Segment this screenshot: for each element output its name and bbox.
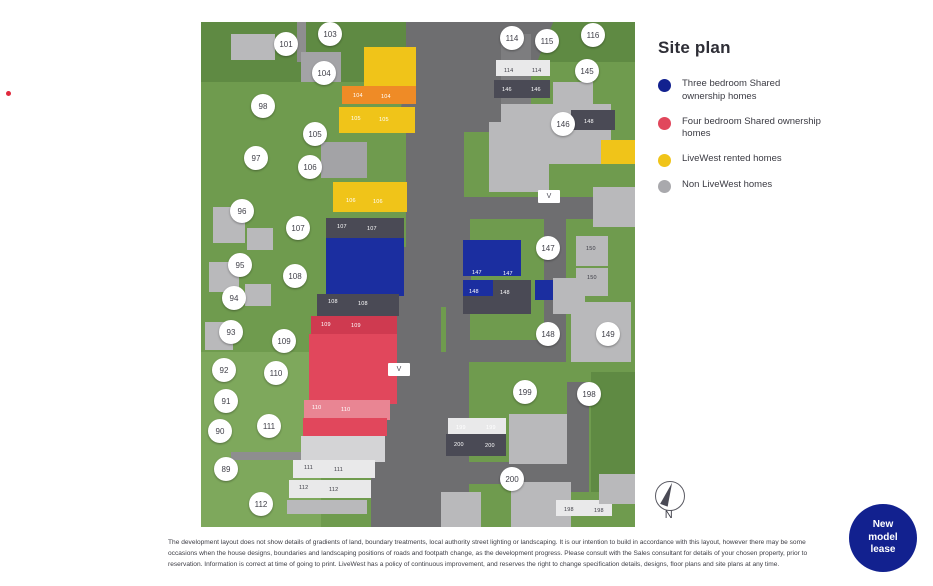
plot-marker[interactable]: 94 (222, 286, 246, 310)
plot-number-label: 148 (584, 119, 594, 125)
plot-number-label: 112 (329, 487, 339, 493)
plot-marker[interactable]: 97 (244, 146, 268, 170)
plot-marker[interactable]: 106 (298, 155, 322, 179)
plot-number-label: 114 (504, 68, 514, 74)
legend-item (658, 153, 858, 167)
plot-number-label: 109 (321, 322, 331, 328)
plot-marker[interactable]: 147 (536, 236, 560, 260)
plot-number-label: 146 (502, 87, 512, 93)
plot-number-label: 109 (351, 323, 361, 329)
plot-marker[interactable]: 89 (214, 457, 238, 481)
page-marker-dot (6, 91, 11, 96)
plot-marker[interactable]: 91 (214, 389, 238, 413)
plot-number-label: 147 (472, 270, 482, 276)
plot-number-label: 112 (299, 485, 309, 491)
legend-item (658, 116, 858, 142)
plot-marker[interactable]: 145 (575, 59, 599, 83)
legend-item-label: Non LiveWest homes (682, 179, 773, 191)
plot-number-label: 108 (328, 299, 338, 305)
plot-number-label: 107 (337, 224, 347, 230)
legend-item-label: LiveWest rented homes (682, 153, 782, 165)
plot-number-label: 198 (564, 507, 574, 513)
plot-number-label: 114 (532, 68, 542, 74)
new-model-lease-badge (849, 504, 917, 572)
plot-number-label: 104 (353, 93, 363, 99)
plot-marker[interactable]: 116 (581, 23, 605, 47)
plot-marker[interactable]: 107 (286, 216, 310, 240)
plot-number-label: 148 (469, 289, 479, 295)
plot-marker[interactable]: 149 (596, 322, 620, 346)
plot-number-label: 106 (373, 199, 383, 205)
legend-item (658, 78, 858, 104)
plot-marker[interactable]: 92 (212, 358, 236, 382)
plot-number-label: 200 (485, 443, 495, 449)
plot-number-label: 200 (454, 442, 464, 448)
plot-marker[interactable]: 105 (303, 122, 327, 146)
legend-swatch-icon (658, 79, 671, 92)
plot-number-label: 150 (587, 275, 597, 281)
plot-marker[interactable]: 110 (264, 361, 288, 385)
plot-number-label: 148 (500, 290, 510, 296)
plot-number-label: 199 (456, 425, 466, 431)
page-title: Site plan (658, 38, 731, 57)
plot-marker[interactable]: 90 (208, 419, 232, 443)
plot-marker[interactable]: 109 (272, 329, 296, 353)
plot-marker[interactable]: 95 (228, 253, 252, 277)
badge-line-3: lease (870, 544, 896, 556)
disclaimer-text: The development layout does not show details of gradients of land, boundary treatments, local authority street lighting or landscaping. It is our intention to build in accordance with this layout, however there may be some occasions when the house designs, boundaries and landscaping positions of roads and footpath change, as the development progress. Please consult with the Sales consultant for details of your chosen property, prior to reservation. Information is correct at time of going to print. LiveWest has a policy of continuous improvement, and reserves the right to change specification details, designs, floor plans and site plans at any time. (168, 539, 808, 568)
plot-marker[interactable]: 111 (257, 414, 281, 438)
plot-marker[interactable]: 146 (551, 112, 575, 136)
legend (658, 38, 858, 205)
plot-number-label: 150 (586, 246, 596, 252)
badge-line-1: New (872, 519, 894, 531)
plot-number-label: 106 (346, 198, 356, 204)
plot-number-label: 146 (531, 87, 541, 93)
plot-marker[interactable]: 108 (283, 264, 307, 288)
plot-number-label: 199 (486, 425, 496, 431)
plot-number-label: 105 (351, 116, 361, 122)
legend-item (658, 179, 858, 193)
plot-number-label: 147 (503, 271, 513, 277)
plot-marker[interactable]: 104 (312, 61, 336, 85)
plot-number-label: 107 (367, 226, 377, 232)
plot-marker[interactable]: 200 (500, 467, 524, 491)
legend-rows (658, 78, 858, 193)
plot-marker[interactable]: 112 (249, 492, 273, 516)
site-plan-map[interactable] (201, 22, 635, 527)
plot-number-label: 111 (334, 467, 343, 473)
plot-number-label: 105 (379, 117, 389, 123)
compass (651, 481, 687, 527)
plot-marker[interactable]: 98 (251, 94, 275, 118)
plot-number-label: 108 (358, 301, 368, 307)
legend-swatch-icon (658, 180, 671, 193)
plot-number-label: 110 (312, 405, 322, 411)
legend-item-label: Four bedroom Shared ownership homes (682, 115, 821, 140)
plot-marker[interactable]: 93 (219, 320, 243, 344)
plot-marker[interactable]: 115 (535, 29, 559, 53)
plot-number-label: 111 (304, 465, 313, 471)
legend-swatch-icon (658, 117, 671, 130)
plot-marker[interactable]: 101 (274, 32, 298, 56)
visitor-parking-marker: V (388, 363, 410, 376)
visitor-parking-marker: V (538, 190, 560, 203)
plot-marker[interactable]: 96 (230, 199, 254, 223)
plot-number-label: 198 (594, 508, 604, 514)
plot-marker[interactable]: 199 (513, 380, 537, 404)
plot-marker[interactable]: 103 (318, 22, 342, 46)
compass-north-label: N (664, 509, 674, 521)
plot-number-label: 110 (341, 407, 351, 413)
legend-item-label: Three bedroom Shared ownership homes (682, 78, 781, 102)
plot-marker[interactable]: 198 (577, 382, 601, 406)
plot-number-label: 104 (381, 94, 391, 100)
plot-marker[interactable]: 148 (536, 322, 560, 346)
plot-marker[interactable]: 114 (500, 26, 524, 50)
legend-swatch-icon (658, 154, 671, 167)
badge-line-2: model (868, 531, 898, 543)
